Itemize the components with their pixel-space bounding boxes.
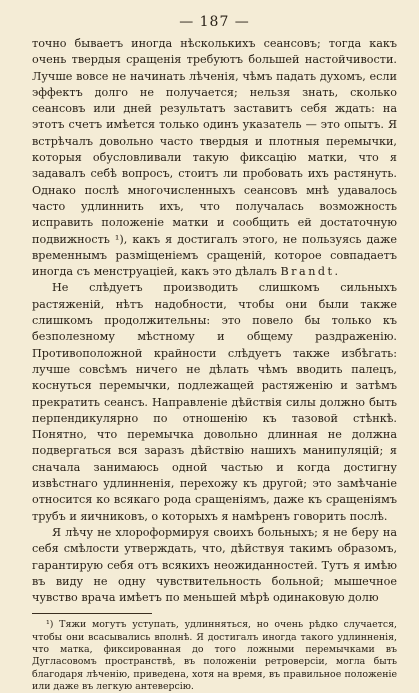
- footnotes: [32, 619, 397, 693]
- footnote-divider: [32, 613, 152, 614]
- paragraph-2: Не слѣдуетъ производить слишкомъ сильныхъ растяженій, нѣтъ надобности, чтобы они были также слишкомъ продолжительны: это повело бы только къ безполезному мѣстному и общему раздраженію. Противоположной крайности слѣдуетъ также избѣгать: лучше совсѣмъ ничего не дѣлать чѣмъ вводить палецъ, коснуться перемычки, подлежащей растяженію и затѣмъ прекратить сеансъ. Направленіе дѣйствія силы должно быть перпендикулярно по отношенію къ тазовой стѣнкѣ. Понятно, что перемычка довольно длинная не должна подвергаться вся заразъ дѣйствію нашихъ манипуляцій; я сначала занимаюсь одной частью и когда достигну извѣстнаго удлинненія, перехожу къ другой; это замѣчаніе относится ко всякаго рода сращеніямъ, даже къ сращеніямъ трубъ и яичниковъ, о которыхъ я намѣренъ говорить послѣ.: [32, 281, 397, 523]
- footnote-1: ¹) Тяжи могутъ уступать, удлинняться, но очень рѣдко случается, чтобы они всасывались вполнѣ. Я достигалъ иногда такого удлинненія, что матка, фиксированная до того ложными перемычками въ Дугласовомъ пространствѣ, въ положеніи ретроверсіи, могла быть благодаря лѣченію, приведена, хотя на время, въ правильное положеніе или даже въ легкую антеверсію.: [32, 619, 397, 692]
- body-text: [32, 36, 397, 606]
- author-name-spaced: Brandt.: [280, 265, 341, 279]
- paragraph-1: [32, 36, 397, 280]
- paragraph-3: Я лѣчу не хлороформируя своихъ больныхъ; я не беру на себя смѣлости утверждать, что, дѣйствуя такимъ образомъ, гарантирую себя отъ всякихъ неожиданностей. Тутъ я имѣю въ виду не одну чувствительность больной; мышечное чувство врача имѣетъ по меньшей мѣрѣ одинаковую долю: [32, 525, 397, 605]
- page-number: — 187 —: [179, 14, 250, 30]
- paragraph-1-text: точно бываетъ иногда нѣсколькихъ сеансовъ; тогда какъ очень твердыя сращенія требуютъ большей настойчивости. Лучше вовсе не начинать лѣченія, чѣмъ падать духомъ, если эффектъ долго не получается; нельзя знать, сколько сеансовъ или дней результатъ заставитъ себя ждать: на этотъ счетъ имѣется только одинъ указатель — это опытъ. Я встрѣчалъ довольно часто твердыя и плотныя перемычки, которыя обусловливали такую фиксацію матки, что я задавалъ себѣ вопросъ, стоитъ ли пробовать ихъ растянуть. Однако послѣ многочисленныхъ сеансовъ мнѣ удавалось часто удлиннить ихъ, что получалась возможность исправить положеніе матки и сообщить ей достаточную подвижность ¹), какъ я достигалъ этого, не пользуясь даже временнымъ разміщеніемъ сращеній, которое совпадаетъ иногда съ менструаціей, какъ это дѣлалъ: [32, 37, 397, 279]
